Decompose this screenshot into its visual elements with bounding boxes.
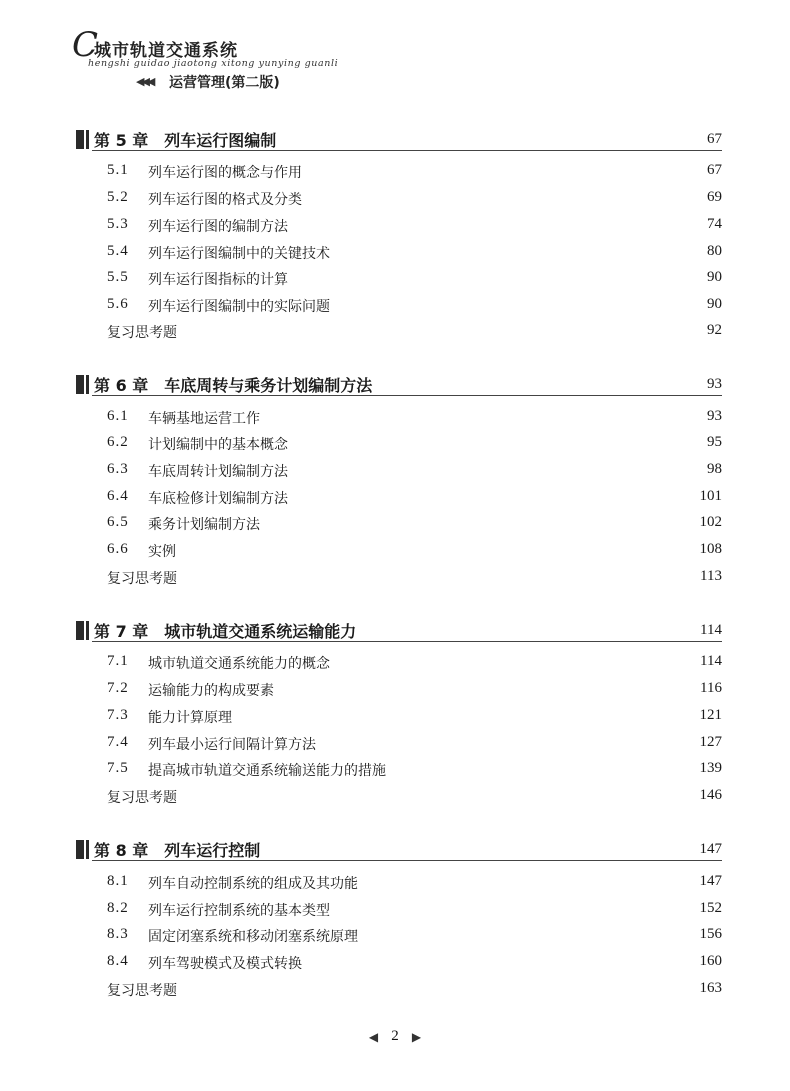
chapter-title: 第 6 章 车底周转与乘务计划编制方法 [94,376,373,395]
entry-page: 113 [700,568,722,584]
entry-page: 102 [699,514,722,530]
entry-page: 74 [707,216,722,232]
entry-number: 6.4 [107,488,129,504]
toc-entry[interactable] [107,760,722,780]
entry-number: 5.3 [107,216,129,232]
chapter-bar-icon [86,621,89,640]
triangle-left-icon: ◀ [368,1029,379,1044]
entry-page: 121 [699,707,722,723]
entry-title: 复习思考题 [107,790,177,806]
entry-number: 7.5 [107,760,129,776]
toc-entry[interactable] [107,408,722,428]
entry-title: 固定闭塞系统和移动闭塞系统原理 [148,929,358,945]
header-arrows-icon: ◀◀◀ [136,75,153,88]
chapter-bar-icon [76,130,84,149]
entry-page: 67 [707,162,722,178]
entry-number: 8.3 [107,926,129,942]
entry-title: 列车驾驶模式及模式转换 [148,956,302,972]
chapter-title: 第 5 章 列车运行图编制 [94,131,277,150]
entry-page: 127 [699,734,722,750]
entry-title: 列车自动控制系统的组成及其功能 [148,876,358,892]
entry-title: 计划编制中的基本概念 [148,437,288,453]
entry-title: 列车运行图的编制方法 [148,219,288,235]
toc-entry[interactable] [107,243,722,263]
toc-entry[interactable] [107,541,722,561]
chapter-bar-icon [86,375,89,394]
toc-entry-review[interactable] [107,787,722,807]
entry-page: 152 [699,900,722,916]
entry-page: 114 [700,653,722,669]
toc-entry-review[interactable] [107,568,722,588]
entry-number: 5.6 [107,296,129,312]
chapter-page: 93 [707,376,722,392]
entry-page: 163 [699,980,722,996]
toc-entry[interactable] [107,900,722,920]
chapter-bar-icon [86,130,89,149]
chapter-6-heading[interactable] [72,373,722,395]
entry-number: 8.4 [107,953,129,969]
entry-page: 69 [707,189,722,205]
entry-page: 95 [707,434,722,450]
toc-entry[interactable] [107,680,722,700]
entry-number: 7.4 [107,734,129,750]
chapter-underline [92,395,722,396]
entry-title: 列车运行图的格式及分类 [148,192,302,208]
toc-entry[interactable] [107,488,722,508]
entry-page: 101 [699,488,722,504]
entry-title: 乘务计划编制方法 [148,517,260,533]
entry-number: 7.3 [107,707,129,723]
entry-number: 8.1 [107,873,129,889]
chapter-bar-icon [76,375,84,394]
entry-page: 160 [699,953,722,969]
entry-page: 92 [707,322,722,338]
entry-page: 146 [699,787,722,803]
entry-number: 6.1 [107,408,129,424]
entry-title: 列车运行图编制中的实际问题 [148,299,330,315]
page-number: 2 [391,1028,399,1044]
entry-page: 116 [700,680,722,696]
book-header [72,25,392,98]
toc-entry[interactable] [107,926,722,946]
entry-number: 5.5 [107,269,129,285]
chapter-title: 第 7 章 城市轨道交通系统运输能力 [94,622,357,641]
chapter-8-heading[interactable] [72,838,722,860]
page-footer [0,1026,790,1046]
entry-title: 列车运行图指标的计算 [148,272,288,288]
chapter-page: 114 [700,622,722,638]
entry-number: 6.6 [107,541,129,557]
header-title: 城市轨道交通系统 [94,41,238,61]
entry-number: 5.2 [107,189,129,205]
chapter-underline [92,860,722,861]
entry-page: 90 [707,269,722,285]
chapter-title: 第 8 章 列车运行控制 [94,841,261,860]
entry-page: 108 [699,541,722,557]
toc-entry[interactable] [107,707,722,727]
entry-number: 6.3 [107,461,129,477]
toc-entry-review[interactable] [107,980,722,1000]
entry-title: 提高城市轨道交通系统输送能力的措施 [148,763,386,779]
entry-title: 列车运行图的概念与作用 [148,165,302,181]
entry-number: 8.2 [107,900,129,916]
entry-title: 列车运行图编制中的关键技术 [148,246,330,262]
toc-entry-review[interactable] [107,322,722,342]
toc-entry[interactable] [107,514,722,534]
chapter-bar-icon [76,621,84,640]
toc-entry[interactable] [107,269,722,289]
entry-title: 复习思考题 [107,325,177,341]
entry-title: 列车运行控制系统的基本类型 [148,903,330,919]
chapter-underline [92,150,722,151]
toc-entry[interactable] [107,734,722,754]
entry-number: 6.5 [107,514,129,530]
entry-title: 城市轨道交通系统能力的概念 [148,656,330,672]
entry-number: 7.2 [107,680,129,696]
toc-entry[interactable] [107,873,722,893]
entry-page: 156 [699,926,722,942]
entry-title: 车辆基地运营工作 [148,411,260,427]
toc-entry[interactable] [107,189,722,209]
entry-title: 车底检修计划编制方法 [148,491,288,507]
entry-number: 7.1 [107,653,129,669]
entry-title: 能力计算原理 [148,710,232,726]
entry-number: 5.4 [107,243,129,259]
entry-page: 147 [699,873,722,889]
entry-page: 80 [707,243,722,259]
entry-title: 复习思考题 [107,983,177,999]
entry-page: 93 [707,408,722,424]
entry-title: 运输能力的构成要素 [148,683,274,699]
chapter-underline [92,641,722,642]
header-subtitle: 运营管理(第二版) [169,75,280,91]
toc-entry[interactable] [107,434,722,454]
entry-number: 6.2 [107,434,129,450]
entry-number: 5.1 [107,162,129,178]
entry-page: 139 [699,760,722,776]
header-pinyin: hengshi guidao jiaotong xitong yunying guanli [88,58,339,69]
entry-title: 车底周转计划编制方法 [148,464,288,480]
entry-title: 复习思考题 [107,571,177,587]
chapter-7-heading[interactable] [72,619,722,641]
entry-title: 列车最小运行间隔计算方法 [148,737,316,753]
entry-title: 实例 [148,544,176,560]
header-letter: C [72,25,99,65]
toc-entry[interactable] [107,216,722,236]
toc-entry[interactable] [107,461,722,481]
toc-entry[interactable] [107,953,722,973]
entry-page: 90 [707,296,722,312]
triangle-right-icon: ▶ [411,1029,422,1044]
chapter-page: 67 [707,131,722,147]
toc-entry[interactable] [107,653,722,673]
entry-page: 98 [707,461,722,477]
chapter-page: 147 [699,841,722,857]
chapter-bar-icon [76,840,84,859]
chapter-5-heading[interactable] [72,128,722,150]
toc-entry[interactable] [107,162,722,182]
chapter-bar-icon [86,840,89,859]
toc-entry[interactable] [107,296,722,316]
